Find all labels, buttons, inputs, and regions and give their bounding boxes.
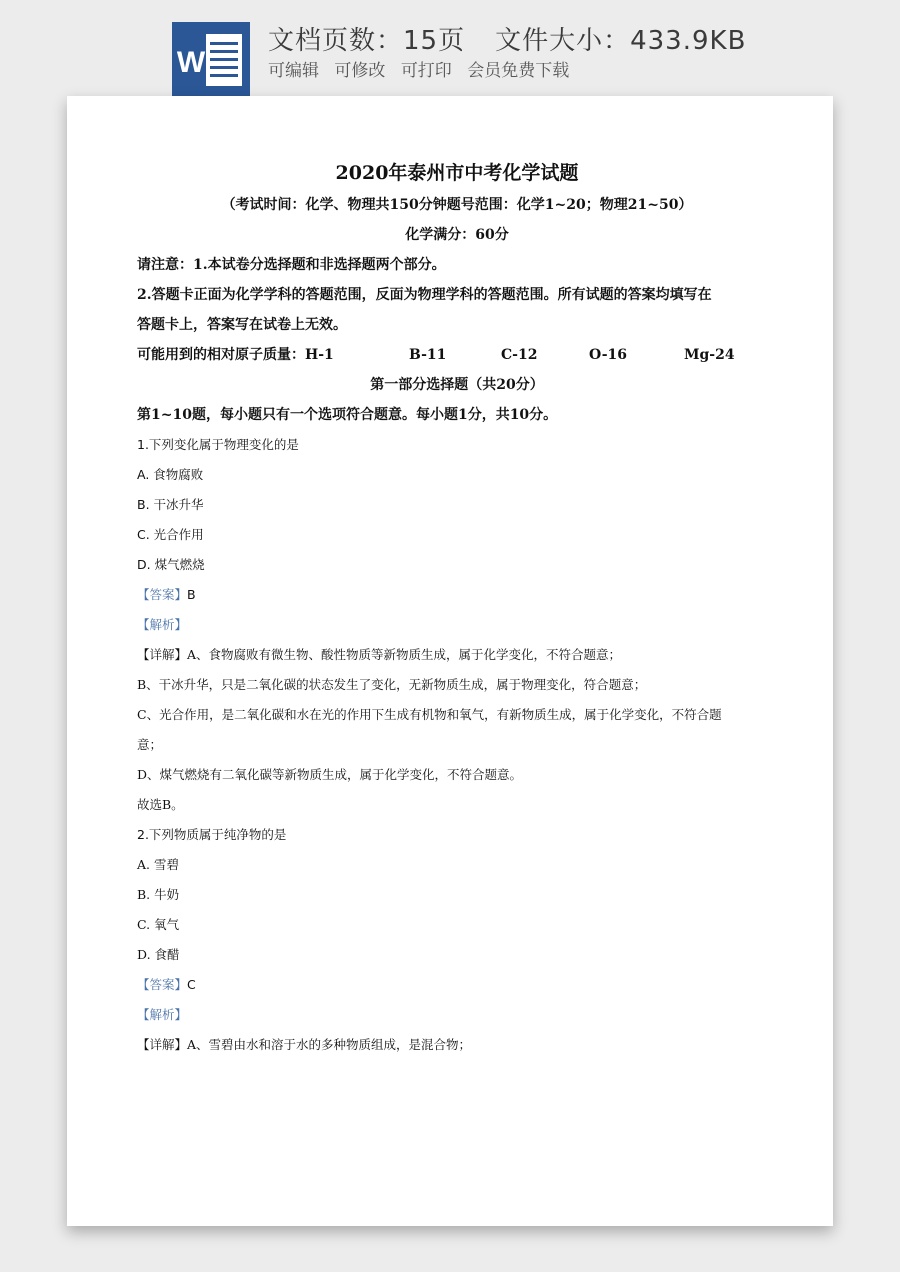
option-c: C. 氧气 — [137, 917, 180, 932]
answer-tag: 【答案】 — [137, 587, 188, 602]
full-score: 化学满分：60分 — [405, 227, 509, 243]
question-stem: 2.下列物质属于纯净物的是 — [137, 827, 287, 842]
conclusion: 故选B。 — [137, 797, 184, 812]
detail-line: B、干冰升华，只是二氧化碳的状态发生了变化，无新物质生成，属于物理变化，符合题意； — [137, 677, 647, 692]
option-b: B. 牛奶 — [137, 887, 180, 902]
answer-line — [137, 580, 777, 610]
notice-2a: 2.答题卡正面为化学学科的答题范围，反面为物理学科的答题范围。所有试题的答案均填写在 — [137, 287, 712, 303]
atomic-mass-b: B-11 — [409, 347, 447, 363]
notice-2b: 答题卡上，答案写在试卷上无效。 — [137, 317, 347, 333]
answer-value: C — [187, 977, 196, 992]
feature-modifiable: 可修改 — [334, 61, 386, 81]
atomic-mass-label: 可能用到的相对原子质量：H-1 — [137, 347, 334, 363]
answer-tag: 【答案】 — [137, 977, 188, 992]
atomic-mass-mg: Mg-24 — [684, 347, 735, 363]
section-title: 第一部分选择题（共20分） — [370, 377, 544, 393]
option-d: D. 煤气燃烧 — [137, 557, 205, 572]
word-doc-icon — [172, 22, 250, 98]
atomic-mass-c: C-12 — [501, 347, 538, 363]
feature-list — [268, 56, 579, 81]
detail-line: D、煤气燃烧有二氧化碳等新物质生成，属于化学变化，不符合题意。 — [137, 767, 523, 782]
analysis-tag: 【解析】 — [137, 1007, 188, 1022]
option-b: B. 干冰升华 — [137, 497, 204, 512]
document-page — [67, 96, 833, 1226]
feature-editable: 可编辑 — [268, 61, 319, 81]
file-meta — [268, 20, 746, 57]
download-banner — [0, 0, 900, 96]
question-stem: 1.下列变化属于物理变化的是 — [137, 437, 299, 452]
option-c: C. 光合作用 — [137, 527, 204, 542]
feature-member-download: 会员免费下载 — [467, 61, 570, 81]
option-a: A. 雪碧 — [137, 857, 179, 872]
atomic-mass-o: O-16 — [589, 347, 628, 363]
file-size: 文件大小：433.9KB — [495, 26, 747, 56]
exam-info: （考试时间：化学、物理共150分钟题号范围：化学1~20；物理21~50） — [221, 197, 693, 213]
atomic-mass-line — [137, 340, 777, 370]
question-1 — [137, 430, 777, 820]
notice-1: 请注意：1.本试卷分选择题和非选择题两个部分。 — [137, 257, 446, 273]
answer-value: B — [187, 587, 196, 602]
document-content — [137, 156, 777, 1060]
question-2 — [137, 820, 777, 1060]
detail-line: 【详解】A、食物腐败有微生物、酸性物质等新物质生成，属于化学变化，不符合题意； — [137, 647, 622, 662]
doc-title: 2020年泰州市中考化学试题 — [335, 162, 579, 184]
detail-line: 意； — [137, 737, 163, 752]
section-intro: 第1~10题，每小题只有一个选项符合题意。每小题1分，共10分。 — [137, 407, 558, 423]
analysis-tag: 【解析】 — [137, 617, 188, 632]
option-a: A. 食物腐败 — [137, 467, 204, 482]
option-d: D. 食醋 — [137, 947, 180, 962]
feature-printable: 可打印 — [400, 61, 452, 81]
detail-line: 【详解】A、雪碧由水和溶于水的多种物质组成，是混合物； — [137, 1037, 472, 1052]
page-count: 文档页数：15页 — [268, 26, 466, 56]
svg-text:W: W — [176, 46, 206, 79]
answer-line — [137, 970, 777, 1000]
detail-line: C、光合作用，是二氧化碳和水在光的作用下生成有机物和氧气，有新物质生成，属于化学变化，不符合题 — [137, 707, 722, 722]
